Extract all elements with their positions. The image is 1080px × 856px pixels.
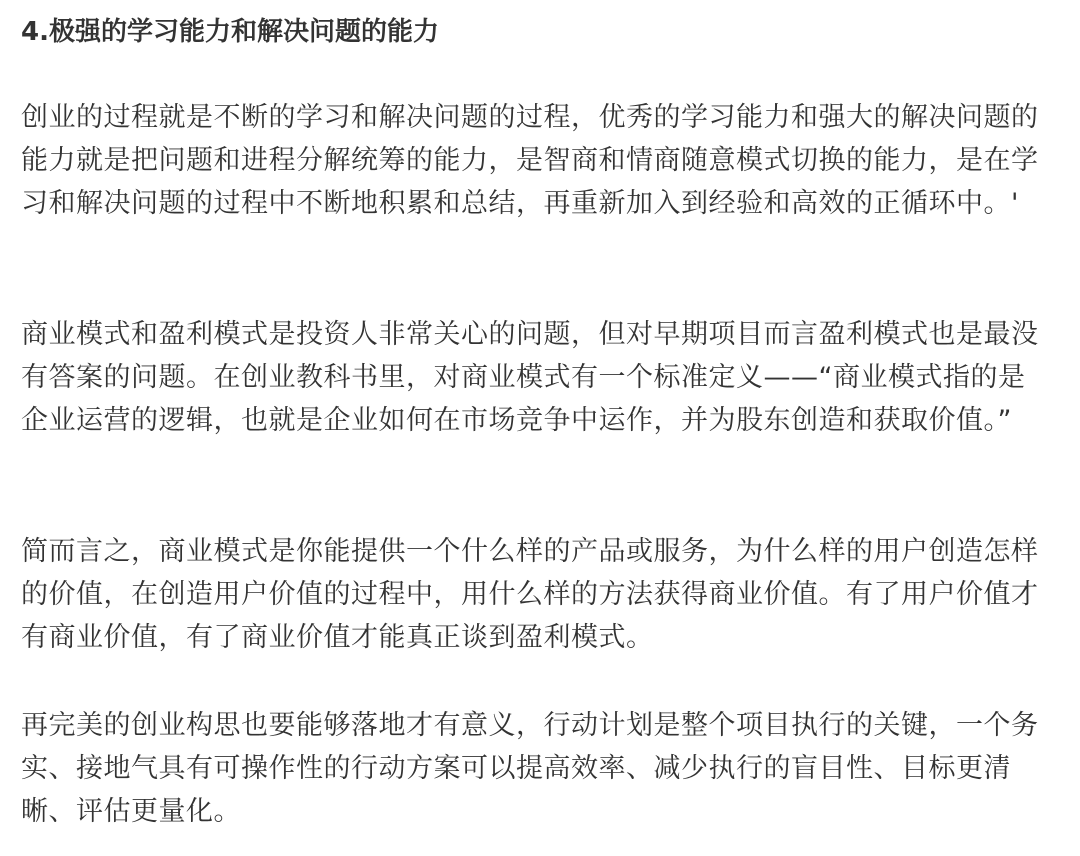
section-heading: 4.极强的学习能力和解决问题的能力 [21, 17, 439, 47]
paragraph-learning-ability: 创业的过程就是不断的学习和解决问题的过程，优秀的学习能力和强大的解决问题的能力就是把问题和进程分解统筹的能力，是智商和情商随意模式切换的能力，是在学习和解决问题的过程中不断地积累和总结，再重新加入到经验和高效的正循环中。' [21, 102, 1039, 219]
paragraph-business-model: 商业模式和盈利模式是投资人非常关心的问题，但对早期项目而言盈利模式也是最没有答案的问题。在创业教科书里，对商业模式有一个标准定义——“商业模式指的是企业运营的逻辑，也就是企业如何在市场竞争中运作，并为股东创造和获取价值。” [21, 319, 1039, 436]
paragraph-user-value: 简而言之，商业模式是你能提供一个什么样的产品或服务，为什么样的用户创造怎样的价值，在创造用户价值的过程中，用什么样的方法获得商业价值。有了用户价值才有商业价值，有了商业价值才能真正谈到盈利模式。 [21, 536, 1039, 653]
paragraph-action-plan: 再完美的创业构思也要能够落地才有意义，行动计划是整个项目执行的关键，一个务实、接地气具有可操作性的行动方案可以提高效率、减少执行的盲目性、目标更清晰、评估更量化。 [21, 710, 1039, 827]
